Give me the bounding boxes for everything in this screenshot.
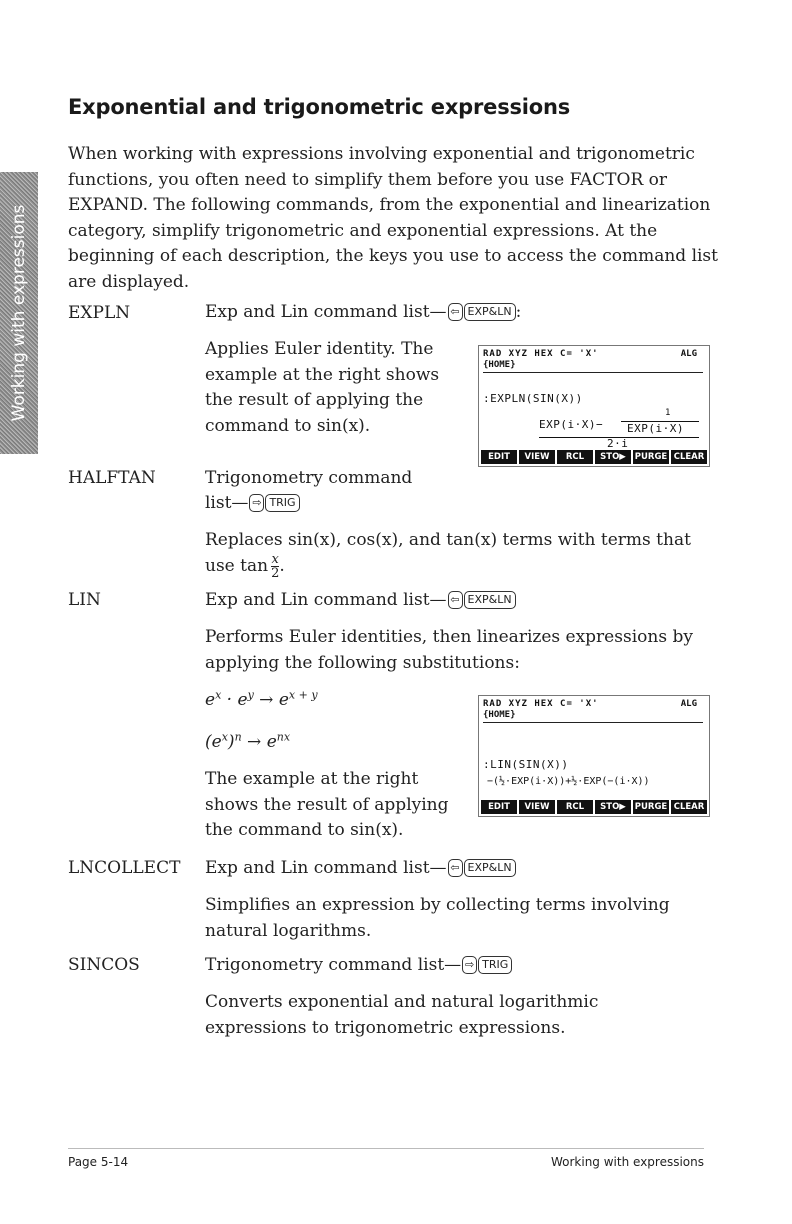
half-angle-numerator: x <box>271 552 279 567</box>
screen-status-line: RAD XYZ HEX C= 'X' <box>483 349 599 359</box>
softkey-clear[interactable]: CLEAR <box>671 450 707 464</box>
exp-ln-key: EXP&LN <box>464 859 516 877</box>
lncollect-def-text: Exp and Lin command list— <box>205 858 447 878</box>
halftan-command-list <box>205 491 300 517</box>
exp-ln-key: EXP&LN <box>464 303 516 321</box>
trig-key: TRIG <box>265 494 299 512</box>
halftan-period: . <box>279 556 285 576</box>
left-shift-key-icon: ⇦ <box>448 859 463 877</box>
softkey-edit[interactable]: EDIT <box>481 800 517 814</box>
screen-softkeys <box>481 800 707 814</box>
screen-home-dir: {HOME} <box>483 710 516 720</box>
term-halftan: HALFTAN <box>68 468 156 488</box>
screen-mode: ALG <box>680 349 697 359</box>
substitution-rule-2 <box>205 730 290 752</box>
sincos-description: Converts exponential and natural logarithmic expressions to trigonometric expressions. <box>205 992 599 1038</box>
right-shift-key-icon: ⇨ <box>249 494 264 512</box>
softkey-sto[interactable]: STO▶ <box>595 800 631 814</box>
expln-calculator-screen <box>478 345 710 467</box>
section-side-tab <box>0 172 38 454</box>
substitution-rule-1 <box>205 688 318 710</box>
term-lin: LIN <box>68 590 101 610</box>
halftan-description-2 <box>205 553 285 580</box>
softkey-rcl[interactable]: RCL <box>557 450 593 464</box>
footer-section-name: Working with expressions <box>550 1155 704 1169</box>
softkey-view[interactable]: VIEW <box>519 450 555 464</box>
screen-mode: ALG <box>680 699 697 709</box>
screen-input-line: :LIN(SIN(X)) <box>483 758 569 771</box>
half-angle-denominator: 2 <box>271 566 280 581</box>
halftan-tan-text: use tan <box>205 556 269 576</box>
expln-description: Applies Euler identity. The example at the right shows the result of applying the command to sin(x). <box>205 339 440 436</box>
lin-description: Performs Euler identities, then linearizes expressions by applying the following substitutions: <box>205 627 693 673</box>
softkey-view[interactable]: VIEW <box>519 800 555 814</box>
screen-result-line: −(½·EXP(i·X))+½·EXP(−(i·X)) <box>487 776 650 787</box>
screen-status-line: RAD XYZ HEX C= 'X' <box>483 699 599 709</box>
sincos-def-text: Trigonometry command list— <box>205 955 462 975</box>
lncollect-command-list <box>205 856 516 882</box>
footer-page-number: Page 5-14 <box>68 1155 129 1169</box>
left-shift-key-icon: ⇦ <box>448 303 463 321</box>
screen-result-denominator: EXP(i·X) <box>627 422 684 435</box>
screen-softkeys <box>481 450 707 464</box>
term-expln: EXPLN <box>68 303 131 323</box>
section-side-tab-label: Working with expressions <box>9 204 29 422</box>
lncollect-description: Simplifies an expression by collecting terms involving natural logarithms. <box>205 895 670 941</box>
lin-calculator-screen <box>478 695 710 817</box>
expln-def-suffix: : <box>515 302 522 322</box>
screen-result-left: EXP(i·X)− <box>539 418 604 431</box>
intro-paragraph: When working with expressions involving exponential and trigonometric functions, you often need to simplify them before you use FACTOR or EXPAND. The following commands, from the exponential and linearization category, simplify trigonometric and exponential expressions. At the beginning of each description, the keys you use to access the command list are displayed. <box>68 144 718 292</box>
rule-2-text: $(e^x)^n \to e^{nx}$ <box>205 730 291 752</box>
screen-home-dir: {HOME} <box>483 360 516 370</box>
term-sincos: SINCOS <box>68 955 140 975</box>
screen-input-line: :EXPLN(SIN(X)) <box>483 392 583 405</box>
lin-command-list <box>205 588 516 614</box>
halftan-def-text: list— <box>205 493 249 513</box>
softkey-rcl[interactable]: RCL <box>557 800 593 814</box>
softkey-purge[interactable]: PURGE <box>634 802 668 812</box>
expln-command-list <box>205 300 521 326</box>
screen-divider <box>483 372 703 373</box>
halftan-def-line1: Trigonometry command <box>205 468 413 488</box>
right-shift-key-icon: ⇨ <box>462 956 477 974</box>
sincos-command-list <box>205 953 512 979</box>
expln-def-text: Exp and Lin command list— <box>205 302 447 322</box>
softkey-edit[interactable]: EDIT <box>481 450 517 464</box>
lin-description-2: The example at the right shows the result of applying the command to sin(x). <box>205 769 449 840</box>
exp-ln-key: EXP&LN <box>464 591 516 609</box>
softkey-purge[interactable]: PURGE <box>634 452 668 462</box>
screen-result-denominator-2: 2·i <box>607 437 629 450</box>
page-title: Exponential and trigonometric expressions <box>68 95 571 119</box>
screen-result-numerator: 1 <box>665 408 671 418</box>
footer-divider <box>68 1148 704 1149</box>
trig-key: TRIG <box>478 956 512 974</box>
term-lncollect: LNCOLLECT <box>68 858 181 878</box>
halftan-description: Replaces sin(x), cos(x), and tan(x) terms with terms that <box>205 530 691 550</box>
left-shift-key-icon: ⇦ <box>448 591 463 609</box>
softkey-sto[interactable]: STO▶ <box>595 450 631 464</box>
lin-def-text: Exp and Lin command list— <box>205 590 447 610</box>
softkey-clear[interactable]: CLEAR <box>671 800 707 814</box>
screen-divider <box>483 722 703 723</box>
rule-1-text: $e^x \cdot e^y \to e^{x + y}$ <box>205 688 318 710</box>
